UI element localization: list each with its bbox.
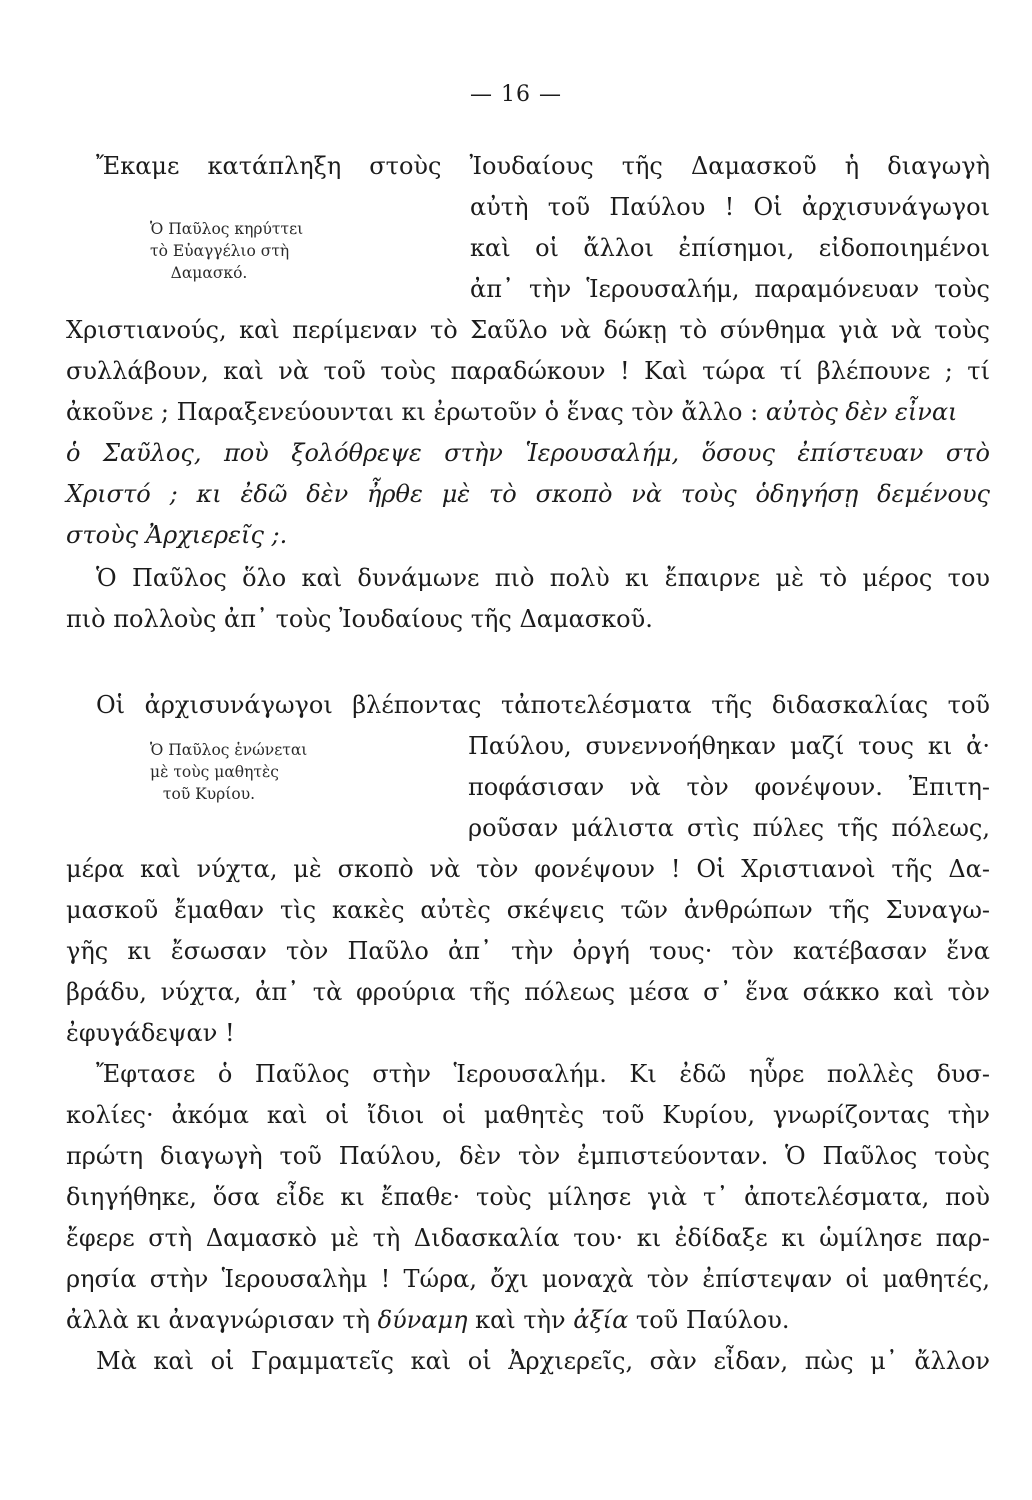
margin-note-line: τοῦ Κυρίου. xyxy=(162,785,256,803)
text-line: πρώτη διαγωγὴ τοῦ Παύλου, δὲν τὸν ἐμπιστεύονταν. Ὁ Παῦλος τοὺς xyxy=(66,1142,990,1170)
text-line: μασκοῦ ἔμαθαν τὶς κακὲς αὐτὲς σκέψεις τῶν ἀνθρώπων τῆς Συναγω- xyxy=(66,896,990,924)
text-line xyxy=(66,1305,789,1335)
text-line: γῆς κι ἔσωσαν τὸν Παῦλο ἀπ᾽ τὴν ὀργή τους· τὸν κατέβασαν ἕνα xyxy=(66,937,990,965)
text-line: μέρα καὶ νύχτα, μὲ σκοπὸ νὰ τὸν φονέψουν ! Οἱ Χριστιανοὶ τῆς Δα- xyxy=(66,855,990,883)
margin-note-disciples xyxy=(150,739,308,805)
italic-text-segment: αὐτὸς δὲν εἶναι xyxy=(765,398,958,426)
page-number: — 16 — xyxy=(470,82,562,107)
text-line: ποφάσισαν νὰ τὸν φονέψουν. Ἐπιτη- xyxy=(468,773,990,801)
text-line: Παύλου, συνεννοήθηκαν μαζί τους κι ἀ· xyxy=(468,732,990,760)
margin-note-line: μὲ τοὺς μαθητὲς xyxy=(150,763,279,781)
text-line: πιὸ πολλοὺς ἀπ᾽ τοὺς Ἰουδαίους τῆς Δαμασκοῦ. xyxy=(66,605,653,633)
text-line: ἐφυγάδεψαν ! xyxy=(66,1019,235,1047)
text-segment: ἀκοῦνε ; Παραξενεύουνται κι ἐρωτοῦν ὁ ἕνας τὸν ἄλλο : xyxy=(66,398,759,426)
text-segment: ἀλλὰ κι ἀναγνώρισαν τὴ xyxy=(66,1306,370,1334)
text-line: ἔφερε στὴ Δαμασκὸ μὲ τὴ Διδασκαλία του· κι ἐδίδαξε κι ὡμίλησε παρ- xyxy=(66,1224,990,1252)
text-line: συλλάβουν, καὶ νὰ τοῦ τοὺς παραδώκουν ! Καὶ τώρα τί βλέπουνε ; τί xyxy=(66,357,990,385)
margin-note-line: τὸ Εὐαγγέλιο στὴ xyxy=(150,242,290,260)
text-line: Ἔκαμε κατάπληξη στοὺς Ἰουδαίους τῆς Δαμασκοῦ ἡ διαγωγὴ xyxy=(96,152,990,180)
text-line: Χριστιανούς, καὶ περίμεναν τὸ Σαῦλο νὰ δώκῃ τὸ σύνθημα γιὰ νὰ τοὺς xyxy=(66,316,990,344)
text-line: καὶ οἱ ἄλλοι ἐπίσημοι, εἰδοποιημένοι xyxy=(470,234,990,262)
text-line: βράδυ, νύχτα, ἀπ᾽ τὰ φρούρια τῆς πόλεως μέσα σ᾽ ἕνα σάκκο καὶ τὸν xyxy=(66,978,990,1006)
italic-text-segment: δύναμη xyxy=(377,1306,468,1334)
text-line: Ὁ Παῦλος ὅλο καὶ δυνάμωνε πιὸ πολὺ κι ἔπαιρνε μὲ τὸ μέρος του xyxy=(96,564,990,592)
italic-text-line: στοὺς Ἀρχιερεῖς ;. xyxy=(66,521,288,549)
text-line: Μὰ καὶ οἱ Γραμματεῖς καὶ οἱ Ἀρχιερεῖς, σὰν εἶδαν, πὼς μ᾽ ἄλλον xyxy=(96,1347,990,1375)
margin-note-line: Δαμασκό. xyxy=(170,264,248,282)
text-line: ροῦσαν μάλιστα στὶς πύλες τῆς πόλεως, xyxy=(468,814,990,842)
text-line: ρησία στὴν Ἱερουσαλὴμ ! Τώρα, ὄχι μοναχὰ τὸν ἐπίστεψαν οἱ μαθητές, xyxy=(66,1265,990,1293)
text-line: κολίες· ἀκόμα καὶ οἱ ἴδιοι οἱ μαθητὲς τοῦ Κυρίου, γνωρίζοντας τὴν xyxy=(66,1101,990,1129)
text-line: ἀπ᾽ τὴν Ἱερουσαλήμ, παραμόνευαν τοὺς xyxy=(470,275,990,303)
margin-note-preaching xyxy=(150,218,304,284)
text-line xyxy=(66,397,990,427)
text-line: διηγήθηκε, ὅσα εἶδε κι ἔπαθε· τοὺς μίλησε γιὰ τ᾽ ἀποτελέσματα, ποὺ xyxy=(66,1183,990,1211)
italic-text-segment: ἀξία xyxy=(573,1306,629,1334)
italic-text-line: Χριστό ; κι ἐδῶ δὲν ἦρθε μὲ τὸ σκοπὸ νὰ τοὺς ὁδηγήσῃ δεμένους xyxy=(66,480,990,508)
text-line: αὐτὴ τοῦ Παύλου ! Οἱ ἀρχισυνάγωγοι xyxy=(470,193,990,221)
margin-note-line: Ὁ Παῦλος κηρύττει xyxy=(150,220,304,238)
text-line: Οἱ ἀρχισυνάγωγοι βλέποντας τἀποτελέσματα τῆς διδασκαλίας τοῦ xyxy=(96,691,990,719)
text-line: Ἔφτασε ὁ Παῦλος στὴν Ἱερουσαλήμ. Κι ἐδῶ ηὗρε πολλὲς δυσ- xyxy=(96,1060,990,1088)
italic-text-line: ὁ Σαῦλος, ποὺ ξολόθρεψε στὴν Ἱερουσαλήμ, ὅσους ἐπίστευαν στὸ xyxy=(66,439,990,467)
margin-note-line: Ὁ Παῦλος ἑνώνεται xyxy=(150,741,308,759)
text-segment: τοῦ Παύλου. xyxy=(635,1306,790,1334)
text-segment: καὶ τὴν xyxy=(475,1306,566,1334)
